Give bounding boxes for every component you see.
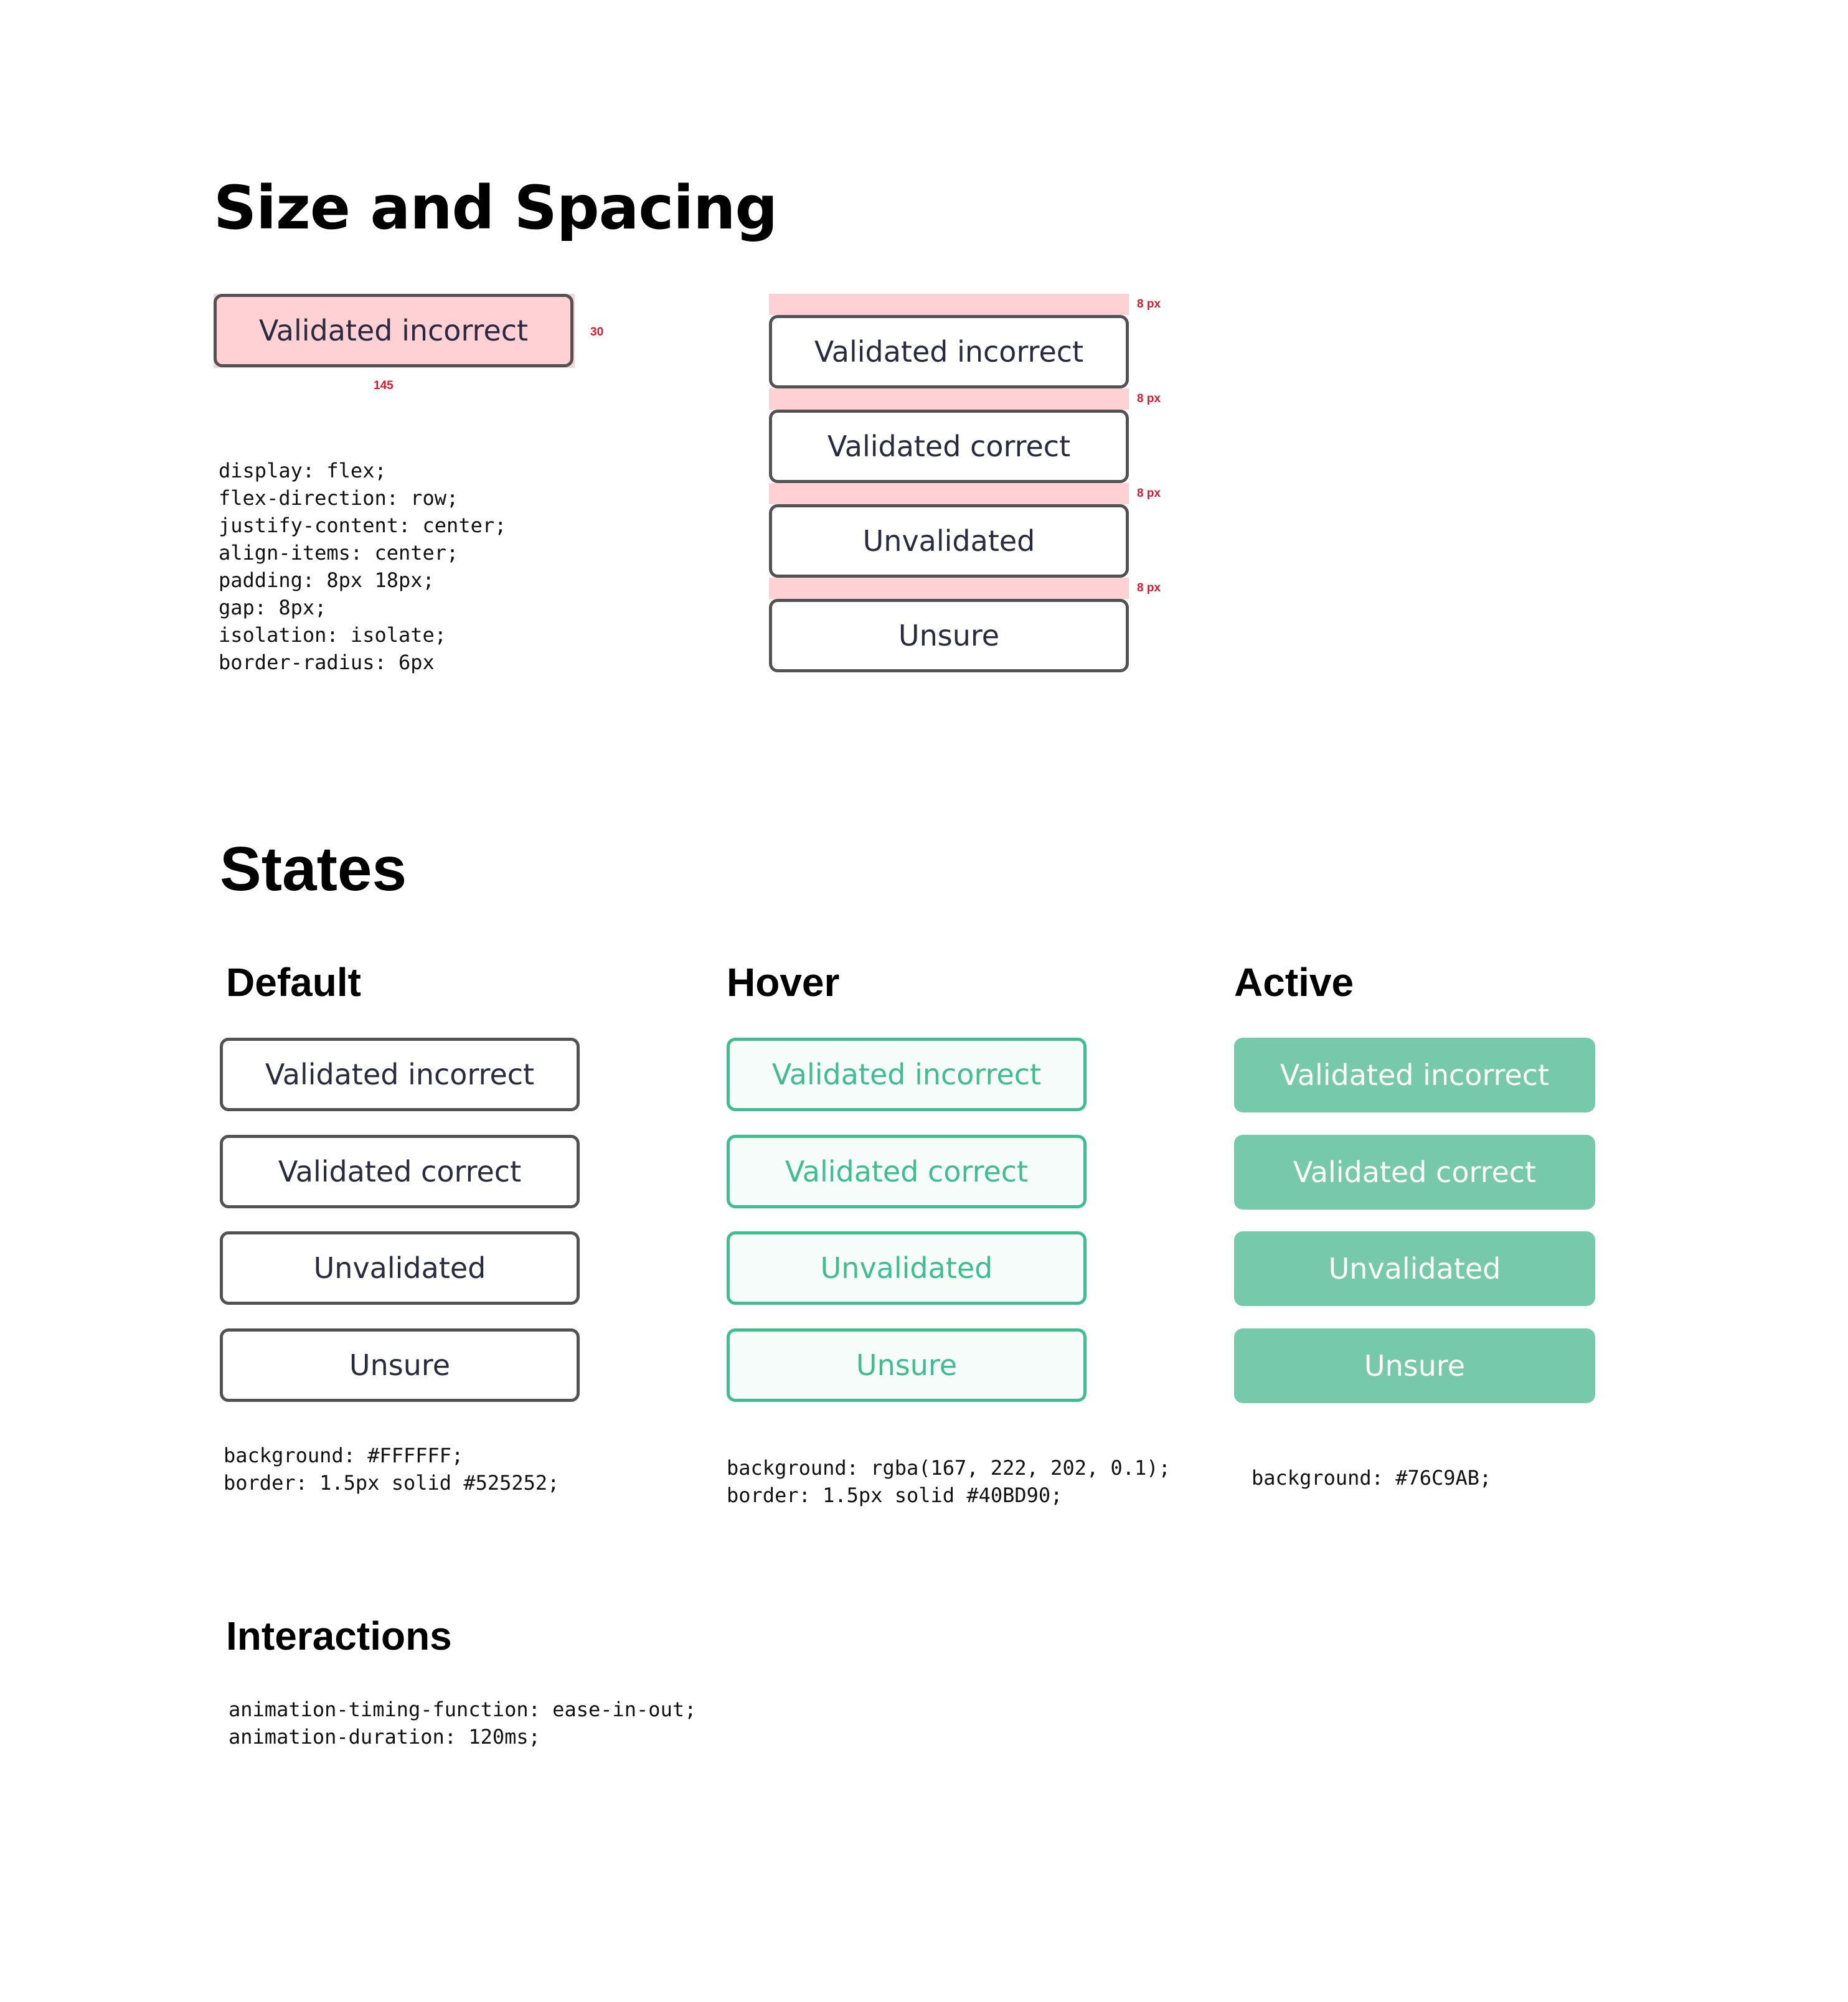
hover-validated-correct-button[interactable] — [727, 1135, 1087, 1208]
gap-label: 8 px — [1137, 581, 1161, 594]
hover-title: Hover — [727, 960, 840, 1005]
active-validated-correct-button[interactable] — [1234, 1135, 1595, 1210]
default-validated-incorrect-button[interactable] — [220, 1038, 580, 1111]
interactions-css-code: animation-timing-function: ease-in-out; animation-duration: 120ms; — [229, 1698, 697, 1749]
button-label: Validated incorrect — [265, 1058, 535, 1091]
active-validated-incorrect-button[interactable] — [1234, 1038, 1595, 1112]
active-unsure-button[interactable] — [1234, 1328, 1595, 1403]
default-unvalidated-button[interactable] — [220, 1231, 580, 1305]
height-label: 30 — [590, 326, 604, 339]
stack-button-label: Unsure — [898, 619, 1000, 652]
stack-button — [769, 315, 1129, 388]
button-label: Unvalidated — [820, 1251, 993, 1285]
stack-button — [769, 599, 1129, 672]
gap-label: 8 px — [1137, 392, 1161, 405]
default-unsure-button[interactable] — [220, 1328, 580, 1402]
gap-label: 8 px — [1137, 298, 1161, 311]
button-label: Unvalidated — [1328, 1252, 1501, 1285]
gap-marker — [769, 483, 1129, 504]
hover-css-code: background: rgba(167, 222, 202, 0.1); border: 1.5px solid #40BD90; — [727, 1456, 1171, 1507]
default-css-code: background: #FFFFFF; border: 1.5px solid #525252; — [224, 1444, 560, 1495]
gap-label: 8 px — [1137, 487, 1161, 500]
button-label: Validated correct — [785, 1155, 1029, 1188]
demo-button — [214, 294, 573, 367]
stack-button — [769, 410, 1129, 483]
button-label: Unsure — [349, 1348, 451, 1382]
hover-unsure-button[interactable] — [727, 1328, 1087, 1402]
active-css-code: background: #76C9AB; — [1252, 1466, 1492, 1490]
width-label: 145 — [374, 379, 394, 392]
stack-button — [769, 504, 1129, 578]
stack-button-label: Unvalidated — [862, 524, 1035, 558]
stack-button-label: Validated correct — [827, 430, 1071, 463]
gap-marker — [769, 578, 1129, 599]
default-title: Default — [226, 960, 361, 1005]
button-label: Unsure — [856, 1348, 958, 1382]
size-spacing-title: Size and Spacing — [214, 173, 778, 243]
gap-marker — [769, 294, 1129, 315]
states-title: States — [220, 834, 407, 904]
button-label: Validated incorrect — [1280, 1058, 1550, 1092]
stack-button-label: Validated incorrect — [814, 335, 1084, 369]
active-unvalidated-button[interactable] — [1234, 1231, 1595, 1306]
default-validated-correct-button[interactable] — [220, 1135, 580, 1208]
active-title: Active — [1234, 960, 1354, 1005]
hover-validated-incorrect-button[interactable] — [727, 1038, 1087, 1111]
layout-css-code: display: flex; flex-direction: row; justify-content: center; align-items: center; padding: 8px 18px; gap: 8px; isolation: isolate; border-radius: 6px — [219, 459, 507, 674]
gap-marker — [769, 388, 1129, 410]
button-label: Unsure — [1364, 1349, 1466, 1383]
button-label: Validated correct — [1293, 1155, 1537, 1189]
demo-button-label: Validated incorrect — [258, 314, 529, 347]
button-label: Unvalidated — [313, 1251, 486, 1285]
hover-unvalidated-button[interactable] — [727, 1231, 1087, 1305]
button-label: Validated correct — [278, 1155, 522, 1188]
interactions-title: Interactions — [226, 1614, 452, 1658]
button-label: Validated incorrect — [771, 1058, 1042, 1091]
